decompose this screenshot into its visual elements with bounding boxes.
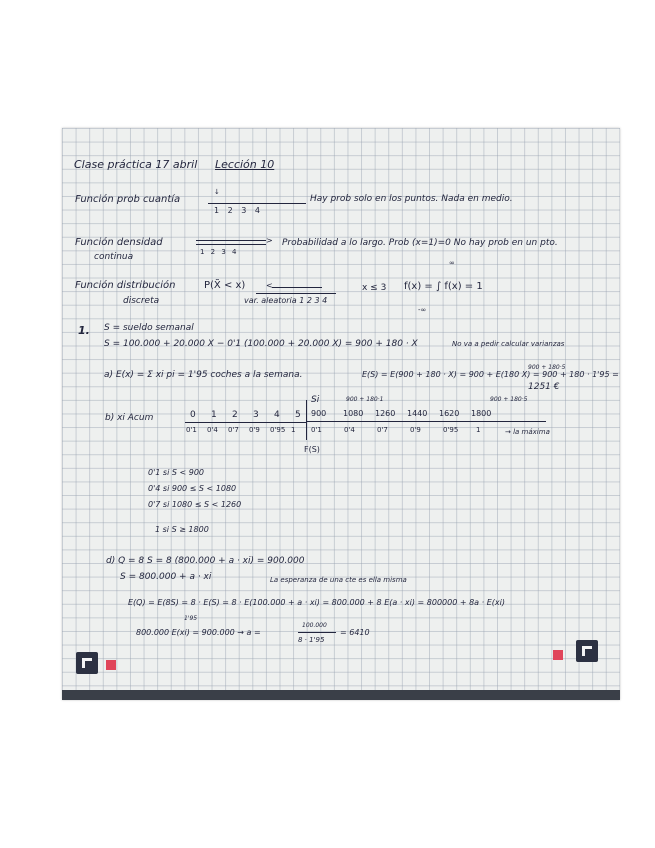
- part-d-line-3: E(Q) = E(8S) = 8 · E(S) = 8 · E(100.000 + a · xi) = 800.000 + 8 E(a · xi) = 800000 + 8a · E(xi): [128, 598, 505, 607]
- densidad-axis-line-2: [196, 244, 266, 245]
- densidad-label-1: Función densidad: [75, 237, 163, 248]
- page-title: Clase práctica 17 abril: [74, 158, 198, 171]
- integral-expr: f(x) = ∫ f(x) = 1: [404, 281, 483, 292]
- exercise-s-formula: S = 100.000 + 20.000 X − 0'1 (100.000 + 20.000 X) = 900 + 180 · X: [104, 339, 418, 349]
- distribucion-arrow-line: [272, 287, 322, 288]
- table-cell-acum: 0'7: [228, 426, 239, 434]
- part-b-s-sub: 900 + 180·1: [346, 396, 384, 403]
- table-cell-f: 0'95: [443, 426, 459, 434]
- distribucion-axis-labels: var. aleatoria 1 2 3 4: [244, 296, 328, 305]
- part-d-result: = 6410: [340, 628, 370, 637]
- table-cell-xi: 4: [274, 410, 280, 420]
- distribucion-arrow-icon: <: [266, 281, 273, 290]
- distribucion-label-2: discreta: [123, 296, 160, 306]
- corner-mark-icon: [576, 640, 598, 662]
- piecewise-line-4: 1 si S ≥ 1800: [155, 525, 209, 534]
- exercise-s-note: No va a pedir calcular varianzas: [452, 340, 565, 348]
- part-d-note: La esperanza de una cte es ella misma: [270, 576, 407, 584]
- corner-mark-icon: [76, 652, 98, 674]
- part-d-line-1: d) Q = 8 S = 8 (800.000 + a · xi) = 900.000: [106, 556, 305, 566]
- densidad-note: Probabilidad a lo largo. Prob (x=1)=0 No hay prob en un pto.: [282, 238, 558, 248]
- table-cell-f: 0'1: [311, 426, 322, 434]
- part-d-line-4: 800.000 E(xi) = 900.000 → a =: [136, 628, 261, 637]
- distribucion-expr: P(X̃ < x): [204, 280, 246, 291]
- table-cell-acum: 0'4: [207, 426, 218, 434]
- part-b-table-rule: [185, 422, 307, 423]
- cuantia-axis-line: [208, 203, 306, 204]
- integral-lower: -∞: [418, 306, 427, 314]
- part-b-s-rule: [306, 421, 546, 422]
- densidad-axis-line-1: [196, 240, 266, 241]
- part-a-expr: a) E(x) = Σ xi pi = 1'95 coches a la semana.: [104, 370, 303, 380]
- table-cell-xi: 5: [295, 410, 301, 420]
- part-b-s-header: Si: [311, 395, 320, 405]
- red-square-icon: [106, 660, 116, 670]
- part-a-expected: E(S) = E(900 + 180 · X) = 900 + E(180 X) = 900 + 180 · 1'95 =: [362, 370, 619, 379]
- table-cell-acum: 1: [291, 426, 296, 434]
- table-cell-s: 1260: [375, 409, 396, 418]
- sheet-bottom-edge: [62, 690, 620, 700]
- table-cell-s: 1800: [471, 409, 492, 418]
- table-cell-s: 1080: [343, 409, 364, 418]
- table-cell-s: 1440: [407, 409, 428, 418]
- part-b-f-tail: → la máxima: [505, 428, 550, 436]
- table-cell-acum: 0'9: [249, 426, 260, 434]
- part-d-frac-bar: [298, 632, 336, 633]
- densidad-label-2: continua: [94, 252, 134, 262]
- table-cell-xi: 1: [211, 410, 217, 420]
- table-cell-f: 1: [476, 426, 481, 434]
- distribucion-label-1: Función distribución: [75, 280, 176, 291]
- table-cell-s: 900: [311, 409, 327, 418]
- part-b-table-divider: [306, 400, 307, 440]
- part-d-small: 1'95: [184, 615, 198, 622]
- part-a-sub: 900 + 180·5: [528, 364, 566, 371]
- table-cell-f: 0'7: [377, 426, 388, 434]
- part-a-result: 1251 €: [528, 382, 560, 392]
- cuantia-arrow-icon: ↓: [214, 188, 220, 196]
- piecewise-line-1: 0'1 si S < 900: [148, 468, 204, 477]
- cuantia-note: Hay prob solo en los puntos. Nada en medio.: [310, 194, 513, 204]
- distribucion-cond: x ≤ 3: [362, 283, 387, 293]
- piecewise-line-2: 0'4 si 900 ≤ S < 1080: [148, 484, 237, 493]
- part-b-f-label: F(S): [304, 445, 320, 454]
- integral-upper: ∞: [449, 259, 455, 267]
- densidad-arrow-icon: >: [266, 236, 273, 245]
- cuantia-label: Función prob cuantía: [75, 194, 181, 205]
- part-d-frac-den: 8 · 1'95: [298, 636, 325, 644]
- lesson-label: Lección 10: [215, 158, 275, 171]
- table-cell-xi: 2: [232, 410, 238, 420]
- part-b-label: b) xi Acum: [105, 413, 154, 423]
- part-d-line-2: S = 800.000 + a · xi: [120, 572, 212, 582]
- table-cell-acum: 0'1: [186, 426, 197, 434]
- piecewise-line-3: 0'7 si 1080 ≤ S < 1260: [148, 500, 242, 509]
- distribucion-axis-line: [256, 293, 336, 294]
- table-cell-f: 0'9: [410, 426, 421, 434]
- red-square-icon: [553, 650, 563, 660]
- table-cell-s: 1620: [439, 409, 460, 418]
- table-cell-xi: 3: [253, 410, 259, 420]
- table-cell-f: 0'4: [344, 426, 355, 434]
- part-d-frac-num: 100.000: [302, 622, 327, 629]
- cuantia-axis-labels: 1 2 3 4: [214, 206, 263, 215]
- exercise-s-definition: S = sueldo semanal: [104, 323, 194, 333]
- table-cell-xi: 0: [190, 410, 196, 420]
- exercise-number: 1.: [78, 324, 90, 337]
- table-cell-acum: 0'95: [270, 426, 286, 434]
- part-b-s-sub-2: 900 + 180·5: [490, 396, 528, 403]
- densidad-axis-labels: 1 2 3 4: [200, 248, 239, 256]
